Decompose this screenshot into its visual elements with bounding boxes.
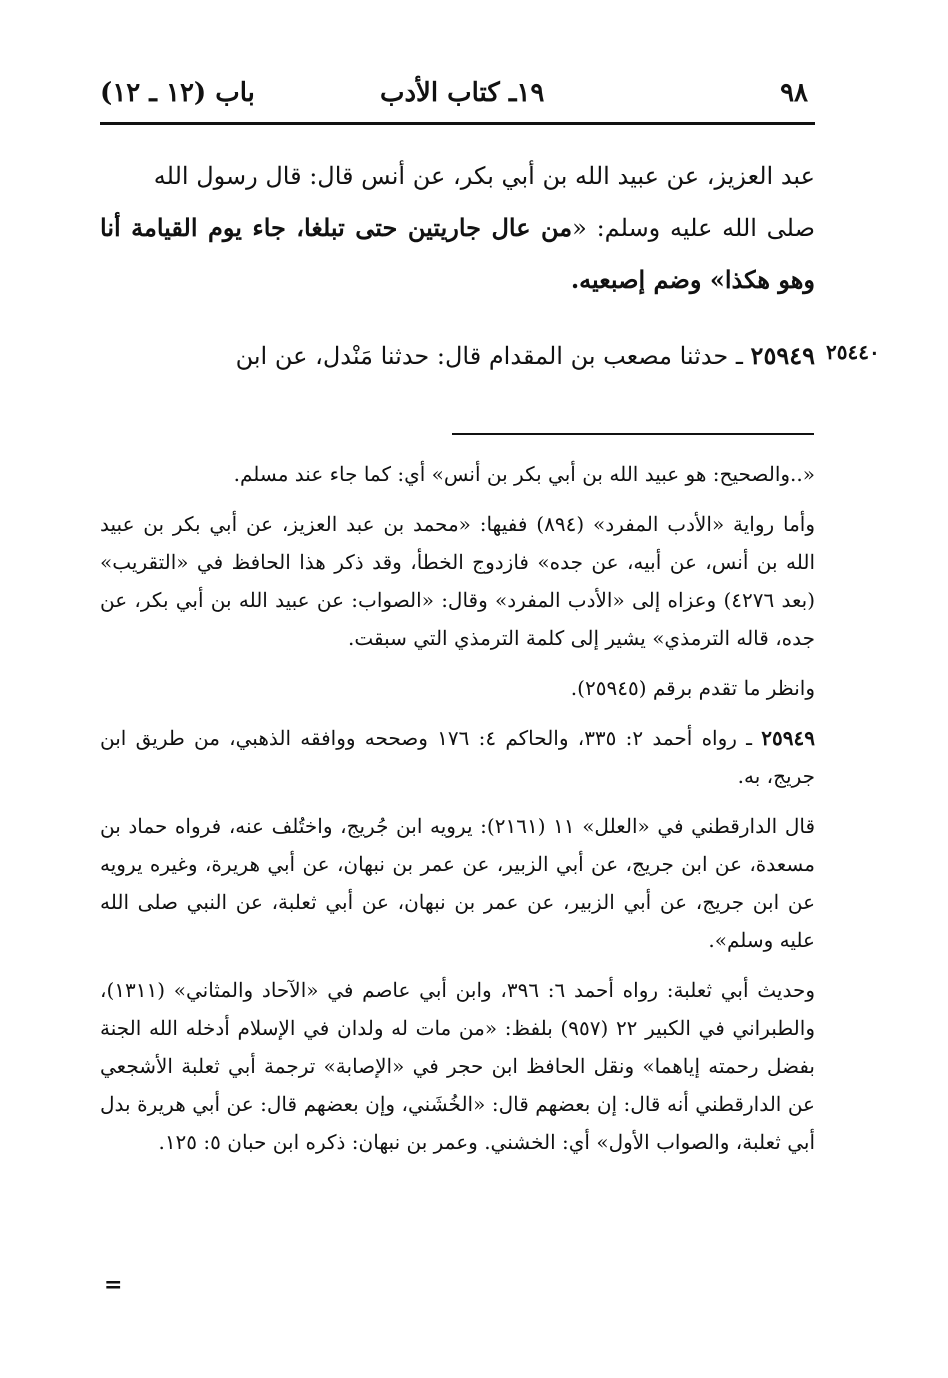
main-line: عبد العزيز، عن عبيد الله بن أبي بكر، عن أنس قال: قال رسول الله — [153, 162, 815, 190]
header-rule — [100, 122, 815, 125]
hadith-text: ـ حدثنا مصعب بن المقدام قال: حدثنا مَنْدل، عن ابن — [235, 342, 751, 370]
footnote-paragraph: وأما رواية «الأدب المفرد» (٨٩٤) ففيها: «محمد بن عبد العزيز، عن أبي بكر بن عبيد الله بن أنس، عن أبيه، عن جده» فازدوج الخطأ، وقد ذكر هذا الحافظ في «التقريب» (بعد ٤٢٧٦) وعزاه إلى «الأدب المفرد» وقال: «الصواب: عن عبيد الله بن أبي بكر، عن جده، قاله الترمذي» يشير إلى كلمة الترمذي التي سبقت. — [100, 512, 816, 650]
takhrij-number: ٢٥٩٤٩ — [761, 726, 815, 750]
page-number: ٩٨ — [780, 78, 808, 108]
takhrij-text: ـ رواه أحمد ٢: ٣٣٥، والحاكم ٤: ١٧٦ وصححه ووافقه الذهبي، من طريق ابن جريج، به. — [100, 726, 815, 788]
footnote-paragraph: قال الدارقطني في «العلل» ١١ (٢١٦١): يرويه ابن جُريج، واختُلف عنه، فرواه حماد بن مسعدة، عن ابن جريج، عن أبي الزبير، عن عمر بن نبهان، عن أبي هريرة، وغيره يرويه عن ابن جريج، عن أبي الزبير، عن عمر بن نبهان، عن أبي ثعلبة، عن النبي صلى الله عليه وسلم». — [100, 814, 816, 952]
hadith-line — [100, 330, 815, 382]
hadith-number: ٢٥٩٤٩ — [750, 341, 815, 370]
footnote-rule — [452, 433, 814, 435]
bab-title: باب (١٢ ـ ١٢) — [100, 78, 255, 108]
footnote-paragraph: «..والصحيح: هو عبيد الله بن أبي بكر بن أنس» أي: كما جاء عند مسلم. — [233, 462, 815, 486]
main-text-normal: صلى الله عليه وسلم: « — [572, 214, 815, 242]
hadith-matn-bold: من عال جاريتين حتى تبلغا، جاء يوم القيامة أنا وهو هكذا — [100, 213, 815, 294]
chapter-title: ١٩ـ كتاب الأدب — [380, 78, 545, 108]
main-text-end: » وضم إصبعيه. — [570, 265, 725, 294]
takhrij-paragraph — [100, 719, 815, 795]
side-number: ٢٥٤٤٠ — [826, 340, 880, 364]
footnotes — [100, 455, 815, 1173]
main-line — [100, 202, 815, 306]
footnote-paragraph: وانظر ما تقدم برقم (٢٥٩٤٥). — [570, 676, 815, 700]
footnote-paragraph: وحديث أبي ثعلبة: رواه أحمد ٦: ٣٩٦، وابن أبي عاصم في «الآحاد والمثاني» (١٣١١)، والطبراني في الكبير ٢٢ (٩٥٧) بلفظ: «من مات له ولدان في الإسلام أدخله الله الجنة بفضل رحمته إياهما» ونقل الحافظ ابن حجر في «الإصابة» ترجمة أبي ثعلبة الأشجعي عن الدارقطني أنه قال: إن بعضهم قال: «الخُشَني، وإن بعضهم قال: عن أبي هريرة بدل أبي ثعلبة، والصواب الأول» أي: الخشني. وعمر بن نبهان: ذكره ابن حبان ٥: ١٢٥. — [100, 978, 815, 1154]
main-text — [100, 150, 815, 306]
continuation-mark: = — [104, 1272, 123, 1298]
